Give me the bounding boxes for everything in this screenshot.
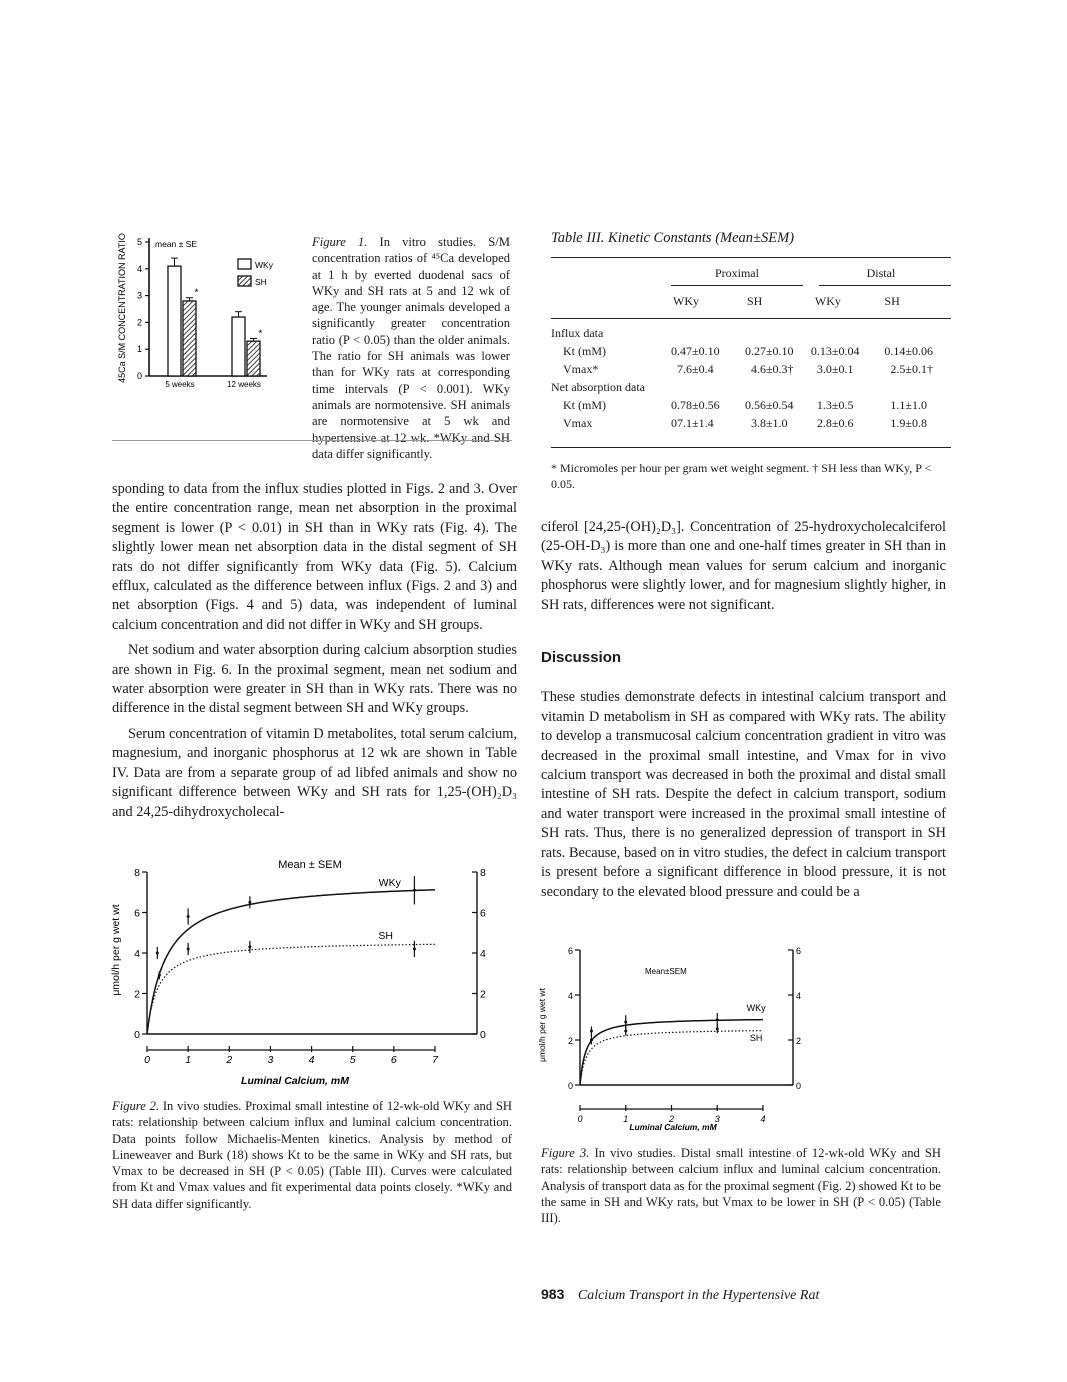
f3-point-wky	[590, 1030, 593, 1033]
f2-point-sh	[413, 947, 416, 950]
table-3-group-distal: Distal	[866, 266, 896, 280]
f3-series-label-wky: WKy	[746, 1002, 766, 1013]
fig2-xlabel: Luminal Calcium, mM	[241, 1075, 349, 1087]
f3-point-sh	[716, 1027, 719, 1030]
f2-xtick-label: 7	[432, 1054, 438, 1066]
fig2-title: Mean ± SEM	[278, 859, 342, 871]
f2-xtick-label: 1	[185, 1054, 192, 1066]
fig1-bar-wky	[232, 317, 245, 376]
f3-xtick-label: 0	[577, 1114, 583, 1124]
f3-ytick-right-label: 6	[796, 946, 802, 956]
f2-point-sh	[248, 945, 251, 948]
figure-3-caption-label: Figure 3.	[541, 1146, 590, 1160]
f2-ytick-right-label: 4	[480, 948, 486, 960]
table-3-row-label: Kt (mM)	[563, 344, 606, 358]
f2-ytick-right-label: 2	[480, 988, 486, 1001]
table-3-row-label: Vmax*	[563, 362, 599, 376]
figure-3-caption-text: In vivo studies. Distal small intestine of 12-wk-old WKy and SH rats: relationship between calcium influx and luminal calcium concentration. Analysis of transport data as for the proximal segment (Fig. 2) showed Kt to be the same in SH and WKy rats, but Vmax to be lower in SH (P < 0.05) (Table III).	[541, 1146, 941, 1226]
f2-xtick-label: 3	[267, 1054, 274, 1066]
table-3-col-header: WKy	[814, 294, 841, 309]
right-column-text	[541, 518, 946, 902]
table-3-cell: 0.27±0.10	[744, 344, 794, 358]
left-paragraph-3: Serum concentration of vitamin D metabolites, total serum calcium, magnesium, and inorganic phosphorus at 12 wk are shown in Table IV. Data are from a separate group of ad libfed animals and show no significant difference between WKy and SH rats for 1,25-(OH)₂D₃ and 24,25-dihydroxycholecal-	[112, 725, 517, 820]
table-3-group-proximal: Proximal	[714, 266, 759, 280]
fig1-bar-wky	[168, 266, 181, 376]
table-3-col-header: SH	[884, 294, 900, 309]
f3-point-sh	[624, 1030, 627, 1033]
table-3-section-label: Net absorption data	[551, 380, 645, 394]
f2-ytick-label: 8	[134, 867, 140, 879]
table-3-cell: 2.5±0.1†	[890, 362, 933, 376]
table-3-cell: 0.13±0.04	[810, 344, 860, 358]
f3-ytick-right-label: 2	[796, 1036, 802, 1046]
fig1-legend-sh-swatch	[238, 276, 251, 286]
table-3-cell: 1.9±0.8	[890, 416, 927, 430]
table-3-cell: 0.78±0.56	[671, 398, 720, 412]
fig1-legend-sh-label: SH	[255, 277, 267, 287]
figure-1-caption-text: In vitro studies. S/M concentration ratios of ⁴⁵Ca developed at 1 h by everted duodenal sacs of WKy and SH rats at 5 and 12 wk of age. The younger animals developed a significantly greater concentration ratio (P < 0.05) than the older animals. The ratio for SH animals was lower than for WKy rats at corresponding time intervals (P < 0.001). WKy animals are normotensive. SH animals are normotensive at 5 wk and hypertensive at 12 wk. *WKy and SH data differ significantly.	[312, 235, 510, 461]
fig1-bar-sh	[247, 341, 260, 376]
f3-point-wky	[624, 1021, 627, 1024]
fig1-significance-marker: *	[194, 287, 199, 299]
f3-ytick-right-label: 0	[796, 1081, 802, 1091]
f2-ytick-label: 6	[134, 907, 140, 920]
table-3	[551, 230, 951, 492]
f2-point-sh	[187, 947, 190, 950]
fig1-ytick-label: 3	[136, 290, 142, 301]
page-number: 983	[541, 1286, 565, 1302]
fig1-ytick-label: 1	[136, 344, 142, 355]
table-3-grid	[551, 266, 951, 433]
f2-ytick-label: 0	[134, 1029, 140, 1041]
page-footer	[541, 1286, 819, 1304]
f3-ytick-label: 2	[567, 1036, 573, 1046]
figure-1-caption-label: Figure 1.	[312, 235, 368, 249]
running-title: Calcium Transport in the Hypertensive Rat	[577, 1288, 820, 1303]
table-3-cell: 3.8±1.0	[750, 416, 788, 430]
table-3-cell: 3.0±0.1	[816, 362, 854, 376]
fig2-ylabel: μmol/h per g wet wt	[110, 904, 122, 996]
table-3-cell: 4.6±0.3†	[750, 362, 794, 376]
f2-point-wky	[413, 889, 416, 892]
f2-series-label-wky: WKy	[378, 877, 401, 890]
figure-1-rule	[112, 440, 512, 441]
table-3-cell: 0.14±0.06	[884, 344, 933, 358]
table-3-cell: 7.6±0.4	[677, 362, 714, 376]
f3-xtick-label: 4	[760, 1114, 766, 1124]
figure-2-caption-text: In vivo studies. Proximal small intestine of 12-wk-old WKy and SH rats: relationship between calcium influx and luminal calcium concentration. Data points follow Michaelis-Menten kinetics. Analysis by method of Lineweaver and Burk (18) shows Kt to be the same in WKy and SH rats, but Vmax to be decreased in SH (P < 0.05) (Table III). Curves were calculated from Kt and Vmax values and fit experimental data points closely. *WKy and SH data differ significantly.	[112, 1099, 512, 1211]
f2-xtick-label: 0	[144, 1054, 150, 1066]
table-3-col-header: SH	[746, 294, 763, 309]
right-paragraph-1: ciferol [24,25-(OH)₂D₃]. Concentration of 25-hydroxycholecalciferol (25-OH-D₃) is more than one and one-half times greater in SH than in WKy rats. Although mean values for serum calcium and inorganic phosphorus were slightly lower, and for magnesium slightly higher, in SH rats, differences were not significant.	[541, 519, 946, 613]
f2-ytick-right-label: 8	[480, 867, 486, 879]
table-3-cell: 07.1±1.4	[671, 416, 714, 430]
table-3-footnote: * Micromoles per hour per gram wet weight segment. † SH less than WKy, P < 0.05.	[551, 460, 932, 491]
f3-xtick-label: 1	[623, 1114, 629, 1124]
fig1-significance-marker: *	[258, 328, 263, 340]
f2-point-wky	[187, 915, 190, 918]
left-paragraph-1: sponding to data from the influx studies plotted in Figs. 2 and 3. Over the entire concentration range, mean net absorption in the proximal segment is lower (P < 0.01) in SH than in WKy rats (Fig. 4). The slightly lower mean net absorption data in the distal segment of SH rats do not differ significantly from WKy data (Fig. 5). Calcium efflux, calculated as the difference between influx (Figs. 2 and 3) and net absorption (Figs. 4 and 5) data, was independent of luminal calcium concentration and did not differ in WKy and SH groups.	[112, 481, 517, 633]
table-3-section-label: Influx data	[551, 326, 604, 340]
table-3-cell: 2.8±0.6	[816, 416, 854, 430]
f2-point-wky	[248, 901, 251, 904]
figure-1-caption	[312, 234, 510, 462]
f2-xtick-label: 6	[390, 1054, 397, 1066]
table-3-row-label: Vmax	[563, 416, 593, 430]
table-3-cell: 0.56±0.54	[744, 398, 794, 412]
fig1-ylabel: 45Ca S/M CONCENTRATION RATIO	[117, 233, 127, 383]
f3-ytick-label: 6	[567, 946, 573, 956]
f3-ytick-label: 0	[567, 1081, 573, 1091]
discussion-heading: Discussion	[541, 649, 622, 667]
fig1-legend-note: mean ± SE	[155, 239, 197, 249]
table-3-cell: 0.47±0.10	[671, 344, 720, 358]
f2-series-label-sh: SH	[378, 929, 393, 942]
fig3-title: Mean±SEM	[645, 967, 687, 976]
fig1-ytick-label: 5	[136, 237, 142, 247]
figure-1-chart	[112, 228, 307, 388]
fig1-ytick-label: 0	[136, 371, 142, 381]
fig1-category-label: 5 weeks	[165, 380, 195, 388]
figure-2-caption-label: Figure 2.	[112, 1099, 160, 1113]
fig1-category-label: 12 weeks	[227, 380, 261, 388]
left-paragraph-2: Net sodium and water absorption during calcium absorption studies are shown in Fig. 6. In the proximal segment, mean net sodium and water absorption were greater in SH than in WKy rats. There was no difference in the distal segment between SH and WKy groups.	[112, 642, 517, 717]
f3-xtick-label: 3	[714, 1114, 720, 1124]
fig1-legend-wky-swatch	[238, 259, 251, 269]
f3-ytick-right-label: 4	[796, 991, 802, 1001]
f3-ytick-label: 4	[567, 991, 573, 1001]
f2-xtick-label: 2	[226, 1054, 233, 1066]
figure-3-chart	[535, 940, 815, 1135]
table-3-row-label: Kt (mM)	[563, 398, 606, 412]
table-3-cell: 1.3±0.5	[816, 398, 854, 412]
f2-xtick-label: 5	[349, 1054, 356, 1066]
figure-3-caption	[541, 1145, 941, 1226]
fig1-legend-wky-label: WKy	[255, 260, 273, 270]
table-3-title: Table III. Kinetic Constants (Mean±SEM)	[551, 230, 795, 246]
fig1-ytick-label: 4	[136, 263, 142, 274]
f3-curve-wky	[580, 1020, 763, 1085]
f2-xtick-label: 4	[308, 1054, 315, 1066]
right-paragraph-2: These studies demonstrate defects in intestinal calcium transport and vitamin D metabolism in SH as compared with WKy rats. The ability to develop a transmucosal calcium concentration gradient in vitro was decreased in the proximal small intestine, and Vmax for in vivo calcium transport was decreased in both the proximal and distal small intestine of SH rats. Despite the defect in calcium transport, sodium and water transport were increased in the proximal small intestine of SH rats. Thus, there is no generalized depression of transport in SH rats. Because, based on in vitro studies, the defect in calcium transport is present before a significant difference in blood pressure, it is not secondary to the elevated blood pressure and could be a	[541, 689, 946, 900]
fig3-xlabel: Luminal Calcium, mM	[629, 1122, 717, 1132]
f3-xtick-label: 2	[668, 1114, 675, 1124]
f3-point-sh	[590, 1039, 593, 1042]
f2-ytick-label: 2	[134, 988, 140, 1001]
f3-point-wky	[716, 1018, 719, 1021]
table-3-cell: 1.1±1.0	[890, 398, 927, 412]
table-3-col-header: WKy	[673, 294, 699, 309]
fig1-ytick-label: 2	[136, 317, 142, 328]
figure-2-caption	[112, 1098, 512, 1212]
figure-2-chart	[105, 852, 500, 1092]
f3-curve-sh	[580, 1031, 763, 1085]
f2-ytick-right-label: 0	[480, 1029, 486, 1041]
f2-ytick-right-label: 6	[480, 907, 486, 920]
f2-curve-wky	[147, 890, 435, 1034]
f2-curve-sh	[147, 944, 435, 1034]
fig3-ylabel: μmol/h per g wet wt	[537, 988, 547, 1062]
f2-point-wky	[156, 952, 159, 955]
left-column-text	[112, 480, 517, 822]
f2-point-sh	[158, 974, 161, 977]
fig1-bar-sh	[183, 301, 196, 376]
f2-ytick-label: 4	[134, 948, 140, 960]
f3-series-label-sh: SH	[749, 1033, 763, 1044]
